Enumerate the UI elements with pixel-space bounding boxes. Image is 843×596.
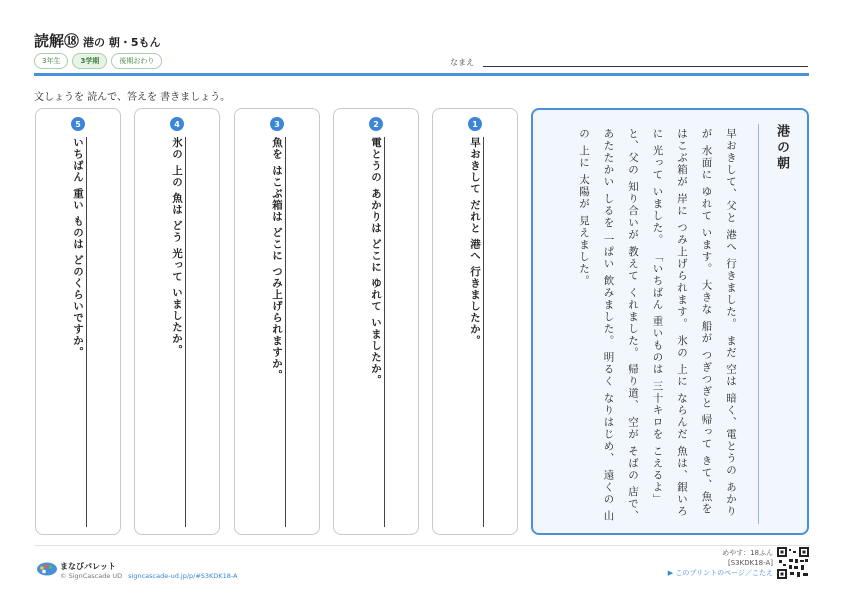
worksheet-header (0, 0, 843, 80)
palette-logo-icon (36, 560, 58, 576)
answer-line[interactable] (483, 137, 484, 527)
title-main: 読解⑱ (34, 32, 80, 50)
answer-line[interactable] (86, 137, 87, 527)
time-estimate: めやす：18ふん (722, 549, 773, 557)
answer-page-link[interactable]: ▶ このプリントのページ／こたえ (667, 569, 773, 577)
footer-divider (34, 545, 809, 546)
question-card-3 (234, 108, 320, 535)
copyright-text: © SignCascade UD (60, 572, 123, 580)
header-accent-rule (34, 73, 809, 76)
question-number-badge: 1 (468, 117, 482, 131)
term-tag: 3学期 (72, 53, 107, 69)
instruction-text: 文しょうを 読んで、答えを 書きましょう。 (34, 92, 231, 103)
print-code: [S3KDK18-A] (728, 559, 773, 567)
story-paragraph: 早おきして、父と 港へ 行きました。 まだ 空は 暗く、電とうの あかりが 水面に ゆれて います。 大きな 船が つぎつぎと 帰って きて、魚を はこぶ箱が 岸に つみ上げられます。 氷の 上に ならんだ 魚は、銀いろに 光って いました。 「いちばん 重いものは 三十キロを こえるよ」と、父の 知り合いが 教えて くれました。 帰り道、 空が そばの 店で、 あたたかい しるを 一ぱい 飲みました。 明るく なりはじめ、 遠くの 山の 上に 太陽が 見えました。 (578, 128, 737, 522)
question-card-4 (134, 108, 220, 535)
worksheet-title (34, 30, 161, 51)
question-card-1 (432, 108, 518, 535)
question-card-5 (35, 108, 121, 535)
question-text: いちばん 重い ものは どのくらいですか。 (72, 137, 84, 358)
story-panel (531, 108, 809, 535)
question-text: 電とうの あかりは どこに ゆれて いましたか。 (370, 137, 382, 386)
period-tag: 後期おわり (111, 53, 162, 69)
answer-line[interactable] (285, 137, 286, 527)
answer-line[interactable] (185, 137, 186, 527)
copyright-line (60, 572, 238, 580)
story-title: 港の朝 (774, 124, 789, 172)
question-card-2 (333, 108, 419, 535)
grade-tag: 3年生 (34, 53, 68, 69)
question-number-badge: 4 (170, 117, 184, 131)
print-url-link[interactable]: signcascade-ud.jp/p/#S3KDK18-A (128, 572, 238, 580)
name-write-line[interactable] (483, 66, 808, 67)
story-body (572, 128, 744, 528)
qr-code-icon[interactable] (777, 547, 809, 579)
tag-row (34, 53, 162, 69)
question-text: 早おきして だれと 港へ 行きましたか。 (469, 137, 481, 347)
answer-line[interactable] (384, 137, 385, 527)
name-label: なまえ (450, 58, 474, 67)
story-title-divider (758, 124, 759, 524)
question-number-badge: 3 (270, 117, 284, 131)
title-subtitle: 港の 朝・5もん (83, 36, 161, 49)
print-meta (668, 548, 773, 578)
question-text: 氷の 上の 魚は どう 光って いましたか。 (171, 137, 183, 356)
brand-name: まなびパレット (60, 562, 116, 571)
question-number-badge: 5 (71, 117, 85, 131)
question-text: 魚を はこぶ箱は どこに つみ上げられますか。 (271, 137, 283, 381)
question-number-badge: 2 (369, 117, 383, 131)
